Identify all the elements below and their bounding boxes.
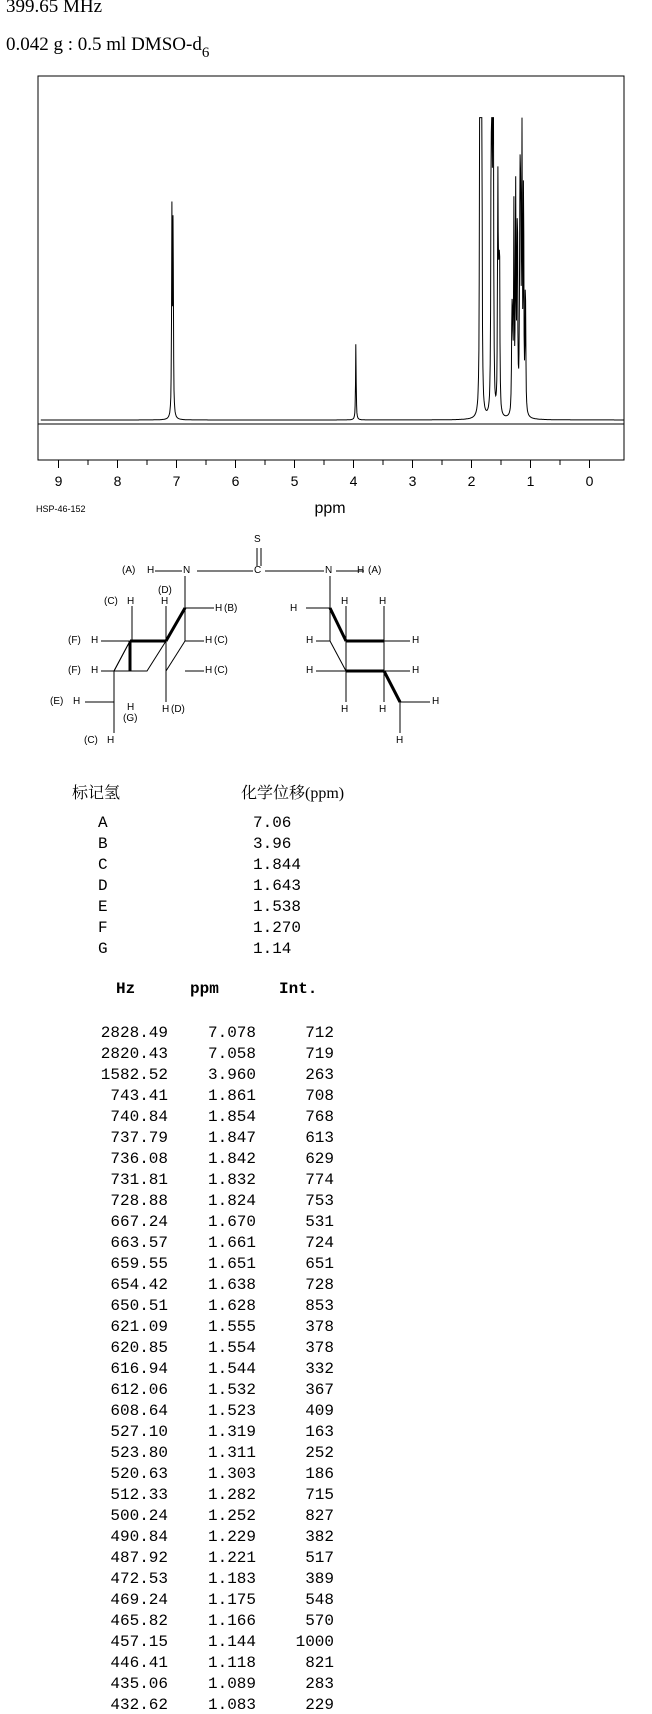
label-g: (G) bbox=[123, 713, 138, 724]
peak-hz: 612.06 bbox=[110, 1381, 168, 1399]
peak-int: 389 bbox=[305, 1570, 334, 1588]
label-r-h-11: H bbox=[396, 735, 404, 746]
peak-hz: 490.84 bbox=[110, 1528, 168, 1546]
label-r-h-4: H bbox=[306, 635, 314, 646]
x-tick-label: 6 bbox=[231, 473, 240, 489]
peak-int: 753 bbox=[305, 1192, 334, 1210]
peak-hz: 731.81 bbox=[110, 1171, 168, 1189]
peak-int: 367 bbox=[305, 1381, 334, 1399]
x-tick-label: 1 bbox=[526, 473, 535, 489]
peak-ppm: 1.303 bbox=[207, 1465, 256, 1483]
peak-ppm: 7.058 bbox=[207, 1045, 256, 1063]
peak-int: 263 bbox=[305, 1066, 334, 1084]
peak-int: 715 bbox=[305, 1486, 334, 1504]
sample-text: 0.042 g : 0.5 ml DMSO-d bbox=[6, 34, 202, 55]
label-r-h-9: H bbox=[341, 704, 349, 715]
label-r-h-6: H bbox=[306, 665, 314, 676]
peak-int: 570 bbox=[305, 1612, 334, 1630]
label-c-2: (C) bbox=[214, 635, 228, 646]
peak-hz: 2820.43 bbox=[100, 1045, 168, 1063]
plot-frame bbox=[38, 76, 624, 460]
x-axis-ticks bbox=[55, 460, 594, 489]
label-h-a-left: H bbox=[147, 565, 155, 576]
label-d-bottom: (D) bbox=[171, 704, 185, 715]
peak-ppm: 1.183 bbox=[207, 1570, 256, 1588]
label-r-h-1: H bbox=[341, 596, 349, 607]
peak-int: 708 bbox=[305, 1087, 334, 1105]
x-axis-label: ppm bbox=[314, 500, 346, 517]
peak-int: 613 bbox=[305, 1129, 334, 1147]
label-b: (B) bbox=[224, 603, 238, 614]
x-tick-label: 7 bbox=[172, 473, 181, 489]
nmr-spectrum-chart bbox=[0, 0, 652, 520]
peak-ppm: 1.832 bbox=[207, 1171, 256, 1189]
label-h-a-right: H bbox=[357, 565, 365, 576]
label-h-c-2: H bbox=[205, 635, 213, 646]
assignment-shift: 1.844 bbox=[253, 856, 302, 874]
peak-ppm: 1.824 bbox=[207, 1192, 256, 1210]
x-tick-label: 2 bbox=[467, 473, 476, 489]
label-h-f-2: H bbox=[91, 665, 99, 676]
label-r-h-7: H bbox=[412, 665, 420, 676]
x-tick-label: 3 bbox=[408, 473, 417, 489]
spectrometer-frequency: 399.65 MHz bbox=[6, 0, 103, 17]
assignment-shift: 1.270 bbox=[253, 919, 302, 937]
label-h-b: H bbox=[215, 603, 223, 614]
label-r-h-2: H bbox=[379, 596, 387, 607]
peak-hz: 435.06 bbox=[110, 1675, 168, 1693]
peak-hz: 1582.52 bbox=[100, 1066, 168, 1084]
peak-hz: 743.41 bbox=[110, 1087, 168, 1105]
peak-ppm: 1.842 bbox=[207, 1150, 256, 1168]
assignment-header-label: 标记氢 bbox=[72, 785, 121, 802]
spectrum-code: HSP-46-152 bbox=[36, 504, 86, 514]
peak-hz: 740.84 bbox=[110, 1108, 168, 1126]
label-r-h-10: H bbox=[379, 704, 387, 715]
peak-ppm: 1.252 bbox=[207, 1507, 256, 1525]
peak-int: 548 bbox=[305, 1591, 334, 1609]
peak-ppm: 1.651 bbox=[207, 1255, 256, 1273]
label-c-4: (C) bbox=[84, 735, 98, 746]
peak-hz: 457.15 bbox=[110, 1633, 168, 1651]
peak-hz: 472.53 bbox=[110, 1570, 168, 1588]
x-tick-label: 0 bbox=[585, 473, 594, 489]
peak-int: 283 bbox=[305, 1675, 334, 1693]
peak-header-ppm: ppm bbox=[190, 980, 219, 998]
peak-int: 409 bbox=[305, 1402, 334, 1420]
peak-ppm: 1.523 bbox=[207, 1402, 256, 1420]
assignment-label: A bbox=[98, 814, 108, 832]
label-c: C bbox=[254, 565, 262, 576]
peak-int: 517 bbox=[305, 1549, 334, 1567]
peak-ppm: 1.638 bbox=[207, 1276, 256, 1294]
label-c-3: (C) bbox=[214, 665, 228, 676]
label-h-d-bottom: H bbox=[162, 704, 170, 715]
peak-hz: 650.51 bbox=[110, 1297, 168, 1315]
peak-hz: 487.92 bbox=[110, 1549, 168, 1567]
spectrum-trace bbox=[41, 118, 624, 420]
assignment-label: B bbox=[98, 835, 108, 853]
peak-int: 531 bbox=[305, 1213, 334, 1231]
label-n-right: N bbox=[325, 565, 333, 576]
peak-hz: 523.80 bbox=[110, 1444, 168, 1462]
assignment-label: D bbox=[98, 877, 108, 895]
peak-ppm: 1.544 bbox=[207, 1360, 256, 1378]
label-d-top: (D) bbox=[158, 585, 172, 596]
peak-int: 768 bbox=[305, 1108, 334, 1126]
label-h-c-4: H bbox=[107, 735, 115, 746]
peak-int: 821 bbox=[305, 1654, 334, 1672]
assignment-shift: 7.06 bbox=[253, 814, 292, 832]
peak-hz: 667.24 bbox=[110, 1213, 168, 1231]
peak-int: 774 bbox=[305, 1171, 334, 1189]
peak-hz: 616.94 bbox=[110, 1360, 168, 1378]
assignment-label: E bbox=[98, 898, 108, 916]
peak-ppm: 1.847 bbox=[207, 1129, 256, 1147]
label-h-c-1: H bbox=[127, 596, 135, 607]
peak-ppm: 3.960 bbox=[207, 1066, 256, 1084]
peak-ppm: 1.221 bbox=[207, 1549, 256, 1567]
label-e: (E) bbox=[50, 696, 64, 707]
x-tick-label: 5 bbox=[290, 473, 299, 489]
peak-ppm: 1.229 bbox=[207, 1528, 256, 1546]
peak-ppm: 1.555 bbox=[207, 1318, 256, 1336]
peak-hz: 465.82 bbox=[110, 1612, 168, 1630]
peak-hz: 527.10 bbox=[110, 1423, 168, 1441]
peak-ppm: 1.319 bbox=[207, 1423, 256, 1441]
peak-ppm: 1.118 bbox=[207, 1654, 256, 1672]
assignment-header-shift: 化学位移(ppm) bbox=[241, 785, 345, 802]
peak-ppm: 1.083 bbox=[207, 1696, 256, 1714]
peak-int: 724 bbox=[305, 1234, 334, 1252]
label-a-right: (A) bbox=[368, 565, 382, 576]
label-h-g: H bbox=[127, 702, 135, 713]
peak-header-hz: Hz bbox=[116, 980, 136, 998]
assignment-shift: 1.643 bbox=[253, 877, 302, 895]
peak-ppm: 1.854 bbox=[207, 1108, 256, 1126]
peak-hz: 620.85 bbox=[110, 1339, 168, 1357]
peak-int: 719 bbox=[305, 1045, 334, 1063]
label-c-1: (C) bbox=[104, 596, 118, 607]
peak-int: 728 bbox=[305, 1276, 334, 1294]
peak-ppm: 1.166 bbox=[207, 1612, 256, 1630]
peak-hz: 512.33 bbox=[110, 1486, 168, 1504]
peak-int: 163 bbox=[305, 1423, 334, 1441]
peak-hz: 737.79 bbox=[110, 1129, 168, 1147]
assignment-label: G bbox=[98, 940, 108, 958]
label-h-e: H bbox=[73, 696, 81, 707]
peak-hz: 659.55 bbox=[110, 1255, 168, 1273]
peak-hz: 446.41 bbox=[110, 1654, 168, 1672]
label-r-h-8: H bbox=[432, 696, 440, 707]
peak-ppm: 1.554 bbox=[207, 1339, 256, 1357]
peak-int: 378 bbox=[305, 1339, 334, 1357]
label-h-c-3: H bbox=[205, 665, 213, 676]
peak-hz: 608.64 bbox=[110, 1402, 168, 1420]
x-tick-label: 9 bbox=[54, 473, 63, 489]
x-tick-label: 8 bbox=[113, 473, 122, 489]
peak-hz: 728.88 bbox=[110, 1192, 168, 1210]
label-a-left: (A) bbox=[122, 565, 136, 576]
peak-hz: 520.63 bbox=[110, 1465, 168, 1483]
peak-hz: 621.09 bbox=[110, 1318, 168, 1336]
peak-ppm: 1.670 bbox=[207, 1213, 256, 1231]
peak-ppm: 1.532 bbox=[207, 1381, 256, 1399]
assignment-label: F bbox=[98, 919, 108, 937]
peak-ppm: 1.144 bbox=[207, 1633, 256, 1651]
peak-hz: 500.24 bbox=[110, 1507, 168, 1525]
assignment-shift: 1.14 bbox=[253, 940, 292, 958]
peak-int: 712 bbox=[305, 1024, 334, 1042]
peak-ppm: 1.628 bbox=[207, 1297, 256, 1315]
peak-ppm: 1.661 bbox=[207, 1234, 256, 1252]
label-r-h-5: H bbox=[412, 635, 420, 646]
peak-int: 332 bbox=[305, 1360, 334, 1378]
label-h-d-top: H bbox=[161, 596, 169, 607]
peak-int: 378 bbox=[305, 1318, 334, 1336]
peak-int: 229 bbox=[305, 1696, 334, 1714]
label-f-2: (F) bbox=[68, 665, 81, 676]
peak-hz: 654.42 bbox=[110, 1276, 168, 1294]
peak-int: 853 bbox=[305, 1297, 334, 1315]
peak-int: 1000 bbox=[295, 1633, 334, 1651]
peak-ppm: 1.175 bbox=[207, 1591, 256, 1609]
label-n-left: N bbox=[183, 565, 191, 576]
peak-int: 382 bbox=[305, 1528, 334, 1546]
label-r-h-3: H bbox=[290, 603, 298, 614]
assignment-shift: 3.96 bbox=[253, 835, 292, 853]
peak-ppm: 1.311 bbox=[207, 1444, 256, 1462]
peak-int: 186 bbox=[305, 1465, 334, 1483]
x-tick-label: 4 bbox=[349, 473, 358, 489]
peak-int: 827 bbox=[305, 1507, 334, 1525]
peak-hz: 469.24 bbox=[110, 1591, 168, 1609]
peak-int: 629 bbox=[305, 1150, 334, 1168]
label-f-1: (F) bbox=[68, 635, 81, 646]
peak-hz: 2828.49 bbox=[100, 1024, 168, 1042]
assignment-shift: 1.538 bbox=[253, 898, 302, 916]
peak-ppm: 1.282 bbox=[207, 1486, 256, 1504]
label-s: S bbox=[254, 534, 261, 545]
label-h-f-1: H bbox=[91, 635, 99, 646]
peak-ppm: 1.089 bbox=[207, 1675, 256, 1693]
peak-int: 651 bbox=[305, 1255, 334, 1273]
assignment-label: C bbox=[98, 856, 108, 874]
sample-subscript: 6 bbox=[201, 45, 210, 61]
peak-ppm: 7.078 bbox=[207, 1024, 256, 1042]
peak-hz: 432.62 bbox=[110, 1696, 168, 1714]
peak-hz: 663.57 bbox=[110, 1234, 168, 1252]
peak-hz: 736.08 bbox=[110, 1150, 168, 1168]
peak-header-int: Int. bbox=[279, 980, 318, 998]
peak-int: 252 bbox=[305, 1444, 334, 1462]
peak-ppm: 1.861 bbox=[207, 1087, 256, 1105]
